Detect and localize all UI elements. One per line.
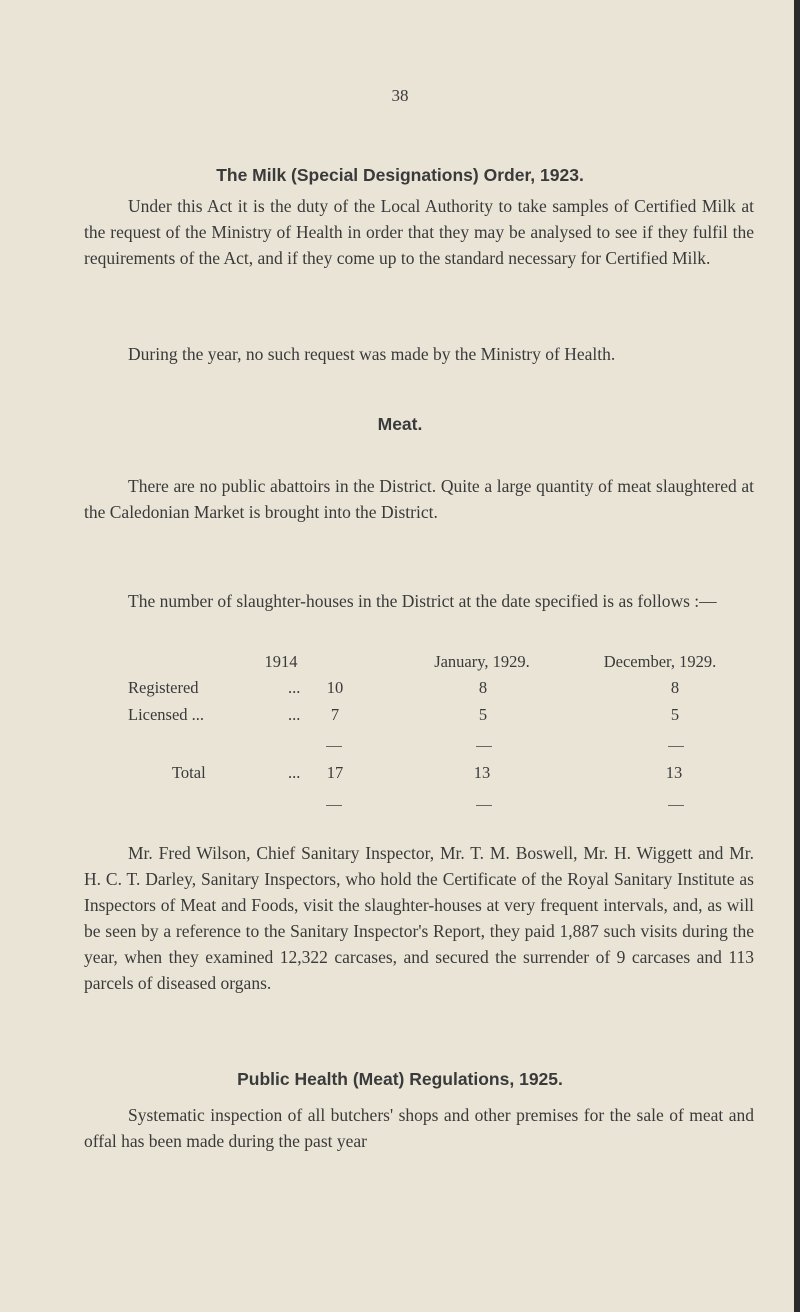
meat-paragraph-1 xyxy=(84,473,754,525)
total-cell: 13 xyxy=(473,763,491,782)
table-cell: 5 xyxy=(670,705,680,724)
sum-rule xyxy=(476,746,492,747)
column-header: December, 1929. xyxy=(603,652,717,671)
table-cell: 8 xyxy=(670,678,680,697)
regulations-paragraph xyxy=(84,1102,754,1154)
column-header: 1914 xyxy=(264,652,298,671)
total-rule xyxy=(326,805,342,806)
milk-paragraph-2 xyxy=(84,341,754,367)
table-cell: 10 xyxy=(326,678,344,697)
table-cell: 5 xyxy=(478,705,488,724)
row-leader: ... xyxy=(288,763,301,782)
total-rule xyxy=(668,805,684,806)
row-label: Licensed ... xyxy=(128,705,205,724)
column-header: January, 1929. xyxy=(434,652,530,671)
total-rule xyxy=(476,805,492,806)
page-edge xyxy=(794,0,800,1312)
sum-rule xyxy=(668,746,684,747)
total-cell: 17 xyxy=(326,763,344,782)
milk-paragraph-1-text: Under this Act it is the duty of the Local Authority to take samples of Certified Milk at the request of the Ministry of Health in order that they may be analysed to see if they fulfil the requirements of the Act, and if they come up to the standard necessary for Certified Milk. xyxy=(84,196,754,268)
row-leader: ... xyxy=(288,705,301,724)
inspection-paragraph xyxy=(84,840,754,996)
meat-regulations-heading: Public Health (Meat) Regulations, 1925. xyxy=(237,1069,563,1089)
sum-rule xyxy=(326,746,342,747)
meat-paragraph-2-text: The number of slaughter-houses in the District at the date specified is as follows :— xyxy=(128,591,717,611)
page-number: 38 xyxy=(391,86,409,105)
milk-paragraph-1 xyxy=(84,193,754,271)
total-label: Total xyxy=(172,763,206,782)
milk-order-heading: The Milk (Special Designations) Order, 1923. xyxy=(216,165,584,185)
table-cell: 7 xyxy=(330,705,340,724)
meat-heading: Meat. xyxy=(377,414,423,434)
meat-paragraph-1-text: There are no public abattoirs in the District. Quite a large quantity of meat slaughtered at the Caledonian Market is brought into the District. xyxy=(84,476,754,522)
milk-paragraph-2-text: During the year, no such request was made by the Ministry of Health. xyxy=(128,344,616,364)
inspection-paragraph-text: Mr. Fred Wilson, Chief Sanitary Inspector, Mr. T. M. Boswell, Mr. H. Wiggett and Mr. H. C. T. Darley, Sanitary Inspectors, who hold the Certificate of the Royal Sanitary Institute as Inspectors of Meat and Foods, visit the slaughter-houses at very frequent intervals, and, as will be seen by a reference to the Sanitary Inspector's Report, they paid 1,887 such visits during the year, when they examined 12,322 carcases, and secured the surrender of 9 carcases and 113 parcels of diseased organs. xyxy=(84,843,754,993)
table-cell: 8 xyxy=(478,678,488,697)
row-label: Registered xyxy=(128,678,199,697)
meat-paragraph-2 xyxy=(84,588,754,614)
total-cell: 13 xyxy=(665,763,683,782)
row-leader: ... xyxy=(288,678,301,697)
regulations-paragraph-text: Systematic inspection of all butchers' shops and other premises for the sale of meat and offal has been made during the past year xyxy=(84,1105,754,1151)
